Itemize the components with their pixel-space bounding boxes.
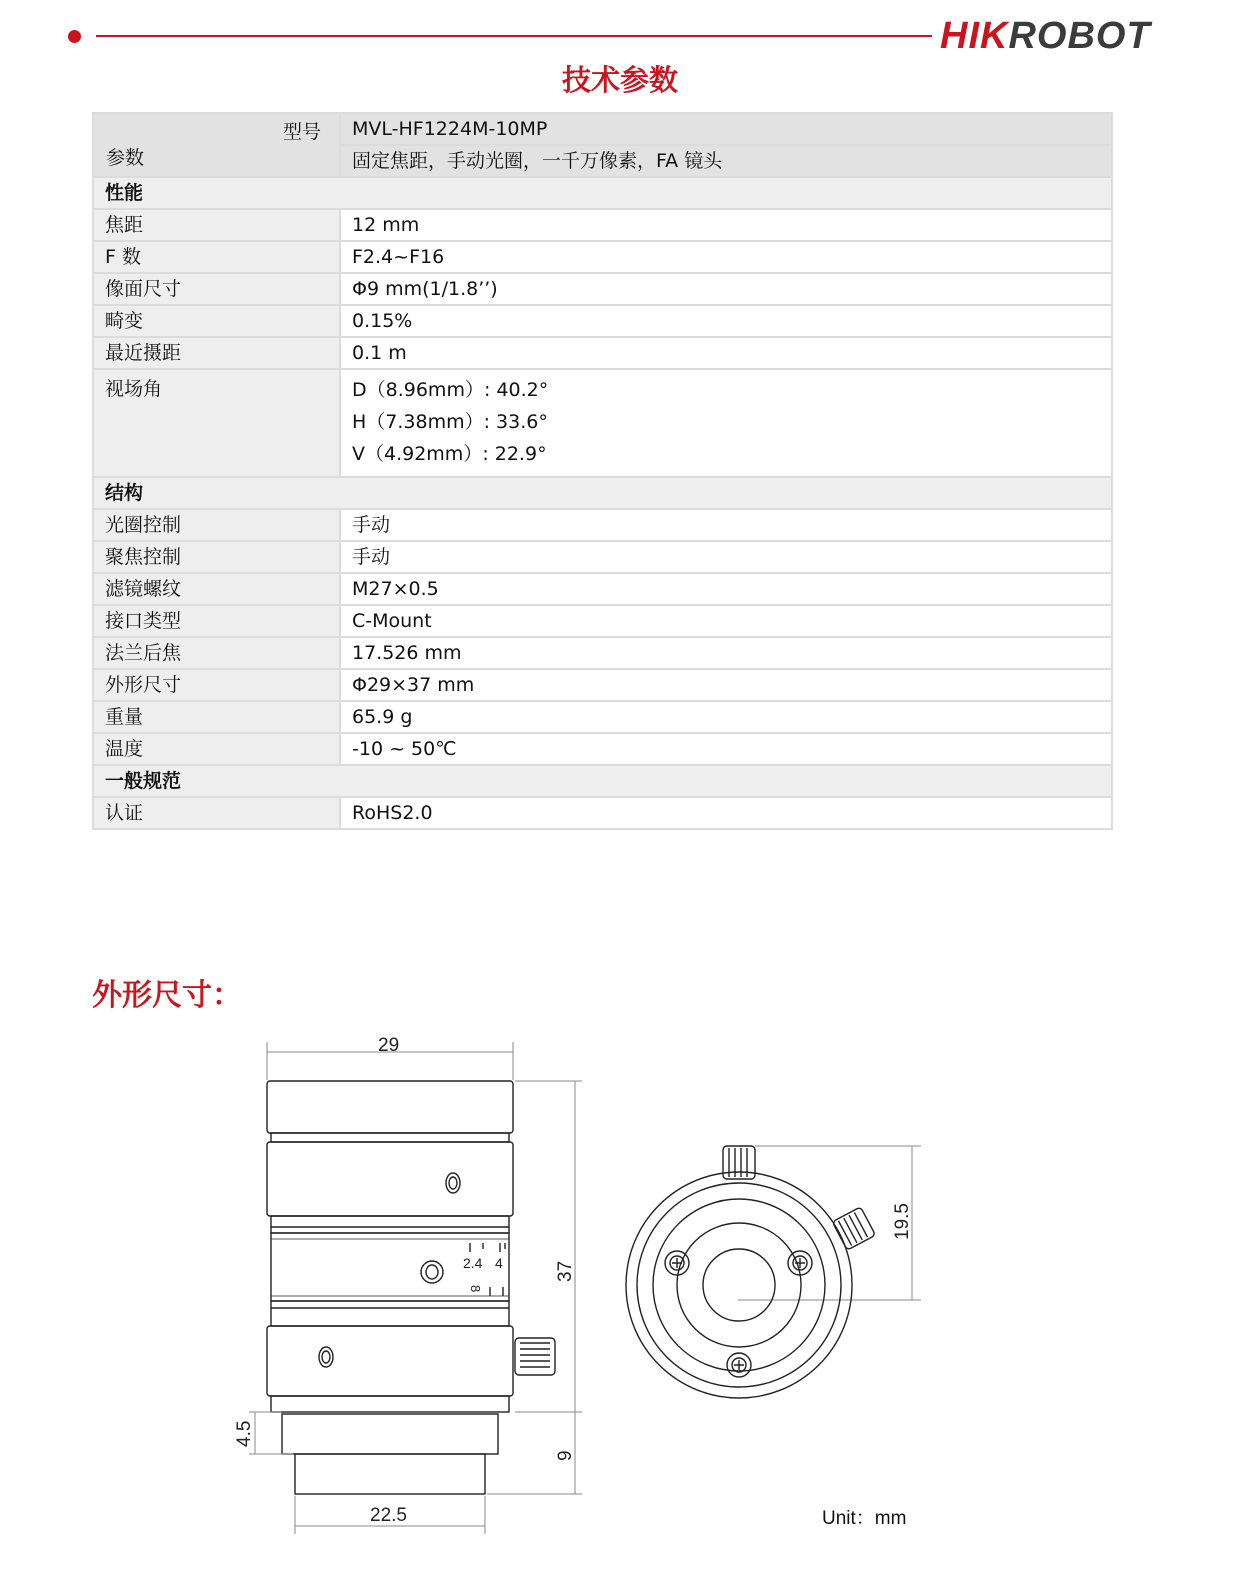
lens-focus-ring	[267, 1142, 513, 1216]
lens-rear-step	[271, 1396, 509, 1412]
param-name: 认证	[93, 797, 340, 829]
section-header-row	[93, 177, 1112, 209]
param-value: Φ9 mm(1/1.8’’)	[340, 273, 1112, 305]
param-name: 焦距	[93, 209, 340, 241]
lens-rear-body	[267, 1326, 513, 1396]
param-name: 接口类型	[93, 605, 340, 637]
table-header-row	[93, 113, 1112, 145]
table-row	[93, 541, 1112, 573]
param-name: 法兰后焦	[93, 637, 340, 669]
param-name: 聚焦控制	[93, 541, 340, 573]
diagonal-header-cell	[93, 113, 340, 177]
param-name: 最近摄距	[93, 337, 340, 369]
param-name: 视场角	[93, 369, 340, 477]
dim-height-37: 37	[555, 1260, 576, 1282]
param-value: F2.4~F16	[340, 241, 1112, 273]
table-row	[93, 701, 1112, 733]
header-dot	[68, 30, 81, 43]
section-title: 一般规范	[93, 765, 1112, 797]
lens-front-ring	[267, 1081, 513, 1133]
dim-diameter-22-5: 22.5	[370, 1505, 407, 1526]
table-row	[93, 509, 1112, 541]
header-rule	[96, 35, 932, 37]
param-value	[340, 369, 1112, 477]
table-row	[93, 209, 1112, 241]
param-value: 手动	[340, 509, 1112, 541]
param-value: 0.1 m	[340, 337, 1112, 369]
lens-dimension-drawing	[0, 1020, 1240, 1560]
unit-label: Unit：mm	[822, 1508, 907, 1529]
dimension-lines	[249, 1042, 921, 1534]
header-model-label: 型号	[282, 121, 321, 143]
section-title: 结构	[93, 477, 1112, 509]
section-title: 性能	[93, 177, 1112, 209]
table-row	[93, 605, 1112, 637]
param-name: 外形尺寸	[93, 669, 340, 701]
table-row	[93, 637, 1112, 669]
param-name: 滤镜螺纹	[93, 573, 340, 605]
param-value: 0.15%	[340, 305, 1112, 337]
dim-mount-9: 9	[555, 1450, 576, 1461]
param-name: 像面尺寸	[93, 273, 340, 305]
table-row	[93, 369, 1112, 477]
dim-offset-19-5: 19.5	[892, 1203, 913, 1240]
param-value: 手动	[340, 541, 1112, 573]
param-value: 17.526 mm	[340, 637, 1112, 669]
table-row	[93, 305, 1112, 337]
spec-table	[92, 112, 1113, 830]
param-value-line: D（8.96mm）: 40.2°	[352, 379, 549, 401]
brand-logo: HIKROBOT	[940, 15, 1151, 57]
param-value: M27×0.5	[340, 573, 1112, 605]
lens-front-view	[626, 1146, 876, 1398]
param-name: 光圈控制	[93, 509, 340, 541]
model-description: 固定焦距，手动光圈，一千万像素，FA 镜头	[340, 145, 1112, 177]
aperture-mark: 8	[468, 1285, 483, 1293]
dim-width-29: 29	[378, 1035, 400, 1056]
param-name: 重量	[93, 701, 340, 733]
param-name: 畸变	[93, 305, 340, 337]
param-name: 温度	[93, 733, 340, 765]
dim-step-4-5: 4.5	[234, 1420, 255, 1447]
section-header-row	[93, 477, 1112, 509]
header-param-label: 参数	[106, 147, 145, 169]
param-value-line: V（4.92mm）: 22.9°	[352, 443, 547, 465]
aperture-mark: 2.4	[463, 1255, 483, 1271]
page-title: 技术参数	[561, 63, 678, 97]
aperture-mark: 4	[495, 1255, 503, 1271]
lens-ring-groove	[271, 1216, 509, 1233]
param-value: 12 mm	[340, 209, 1112, 241]
param-value-line: H（7.38mm）: 33.6°	[352, 411, 548, 433]
lens-side-view	[267, 1081, 555, 1494]
param-value: -10 ~ 50℃	[340, 733, 1112, 765]
section-header-row	[93, 765, 1112, 797]
lens-ring-step	[271, 1133, 509, 1142]
table-row	[93, 669, 1112, 701]
model-name: MVL-HF1224M-10MP	[340, 113, 1112, 145]
table-row	[93, 797, 1112, 829]
table-row	[93, 241, 1112, 273]
param-value: C-Mount	[340, 605, 1112, 637]
lens-ring-groove	[271, 1301, 509, 1326]
dimensions-heading: 外形尺寸：	[92, 978, 242, 1013]
param-value: RoHS2.0	[340, 797, 1112, 829]
table-row	[93, 573, 1112, 605]
param-value: Φ29×37 mm	[340, 669, 1112, 701]
param-value: 65.9 g	[340, 701, 1112, 733]
lens-mount-thread	[295, 1454, 485, 1494]
lens-mount-flange	[282, 1414, 498, 1454]
table-row	[93, 273, 1112, 305]
param-name: F 数	[93, 241, 340, 273]
table-row	[93, 733, 1112, 765]
table-row	[93, 337, 1112, 369]
